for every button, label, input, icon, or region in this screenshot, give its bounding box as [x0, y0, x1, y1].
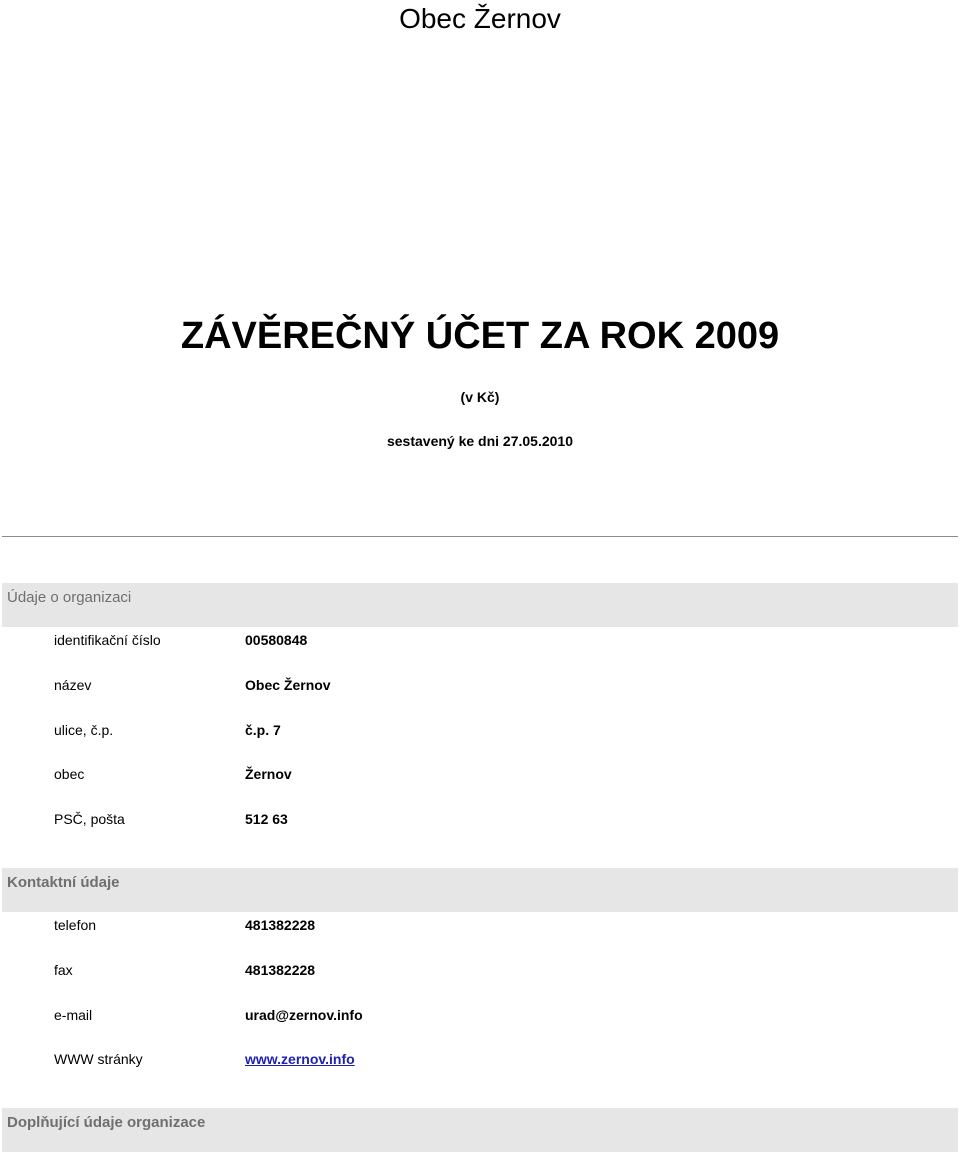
section-title-organization: Údaje o organizaci [7, 589, 132, 606]
section-title-supplementary: Doplňující údaje organizace [7, 1114, 206, 1131]
field-label-ico: identifikační číslo [54, 632, 161, 648]
field-value-email: urad@zernov.info [245, 1007, 363, 1023]
field-value-website [245, 1050, 355, 1068]
field-label-phone: telefon [54, 917, 97, 933]
currency-note: (v Kč) [460, 389, 500, 405]
document-title: ZÁVĚREČNÝ ÚČET ZA ROK 2009 [180, 315, 780, 357]
page-header-title: Obec Žernov [399, 3, 561, 34]
section-header-supplementary [2, 1108, 958, 1152]
field-value-street: č.p. 7 [245, 722, 281, 738]
field-value-phone: 481382228 [245, 917, 316, 933]
field-label-name: název [54, 677, 92, 693]
section-header-organization [2, 583, 958, 627]
field-value-fax: 481382228 [245, 962, 316, 978]
section-title-contact: Kontaktní údaje [7, 874, 120, 891]
field-value-ico: 00580848 [245, 632, 308, 648]
section-header-contact [2, 868, 958, 912]
field-value-postcode: 512 63 [245, 811, 288, 827]
field-label-municipality: obec [54, 766, 85, 782]
divider [2, 536, 958, 537]
compiled-date: sestavený ke dni 27.05.2010 [386, 433, 574, 449]
field-value-name: Obec Žernov [245, 677, 331, 693]
field-label-fax: fax [54, 962, 73, 978]
field-value-municipality: Žernov [245, 766, 292, 782]
field-label-street: ulice, č.p. [54, 722, 114, 738]
field-label-website: WWW stránky [54, 1051, 143, 1067]
field-label-postcode: PSČ, pošta [54, 811, 125, 827]
field-label-email: e-mail [54, 1007, 93, 1023]
website-link[interactable]: www.zernov.info [245, 1051, 355, 1067]
